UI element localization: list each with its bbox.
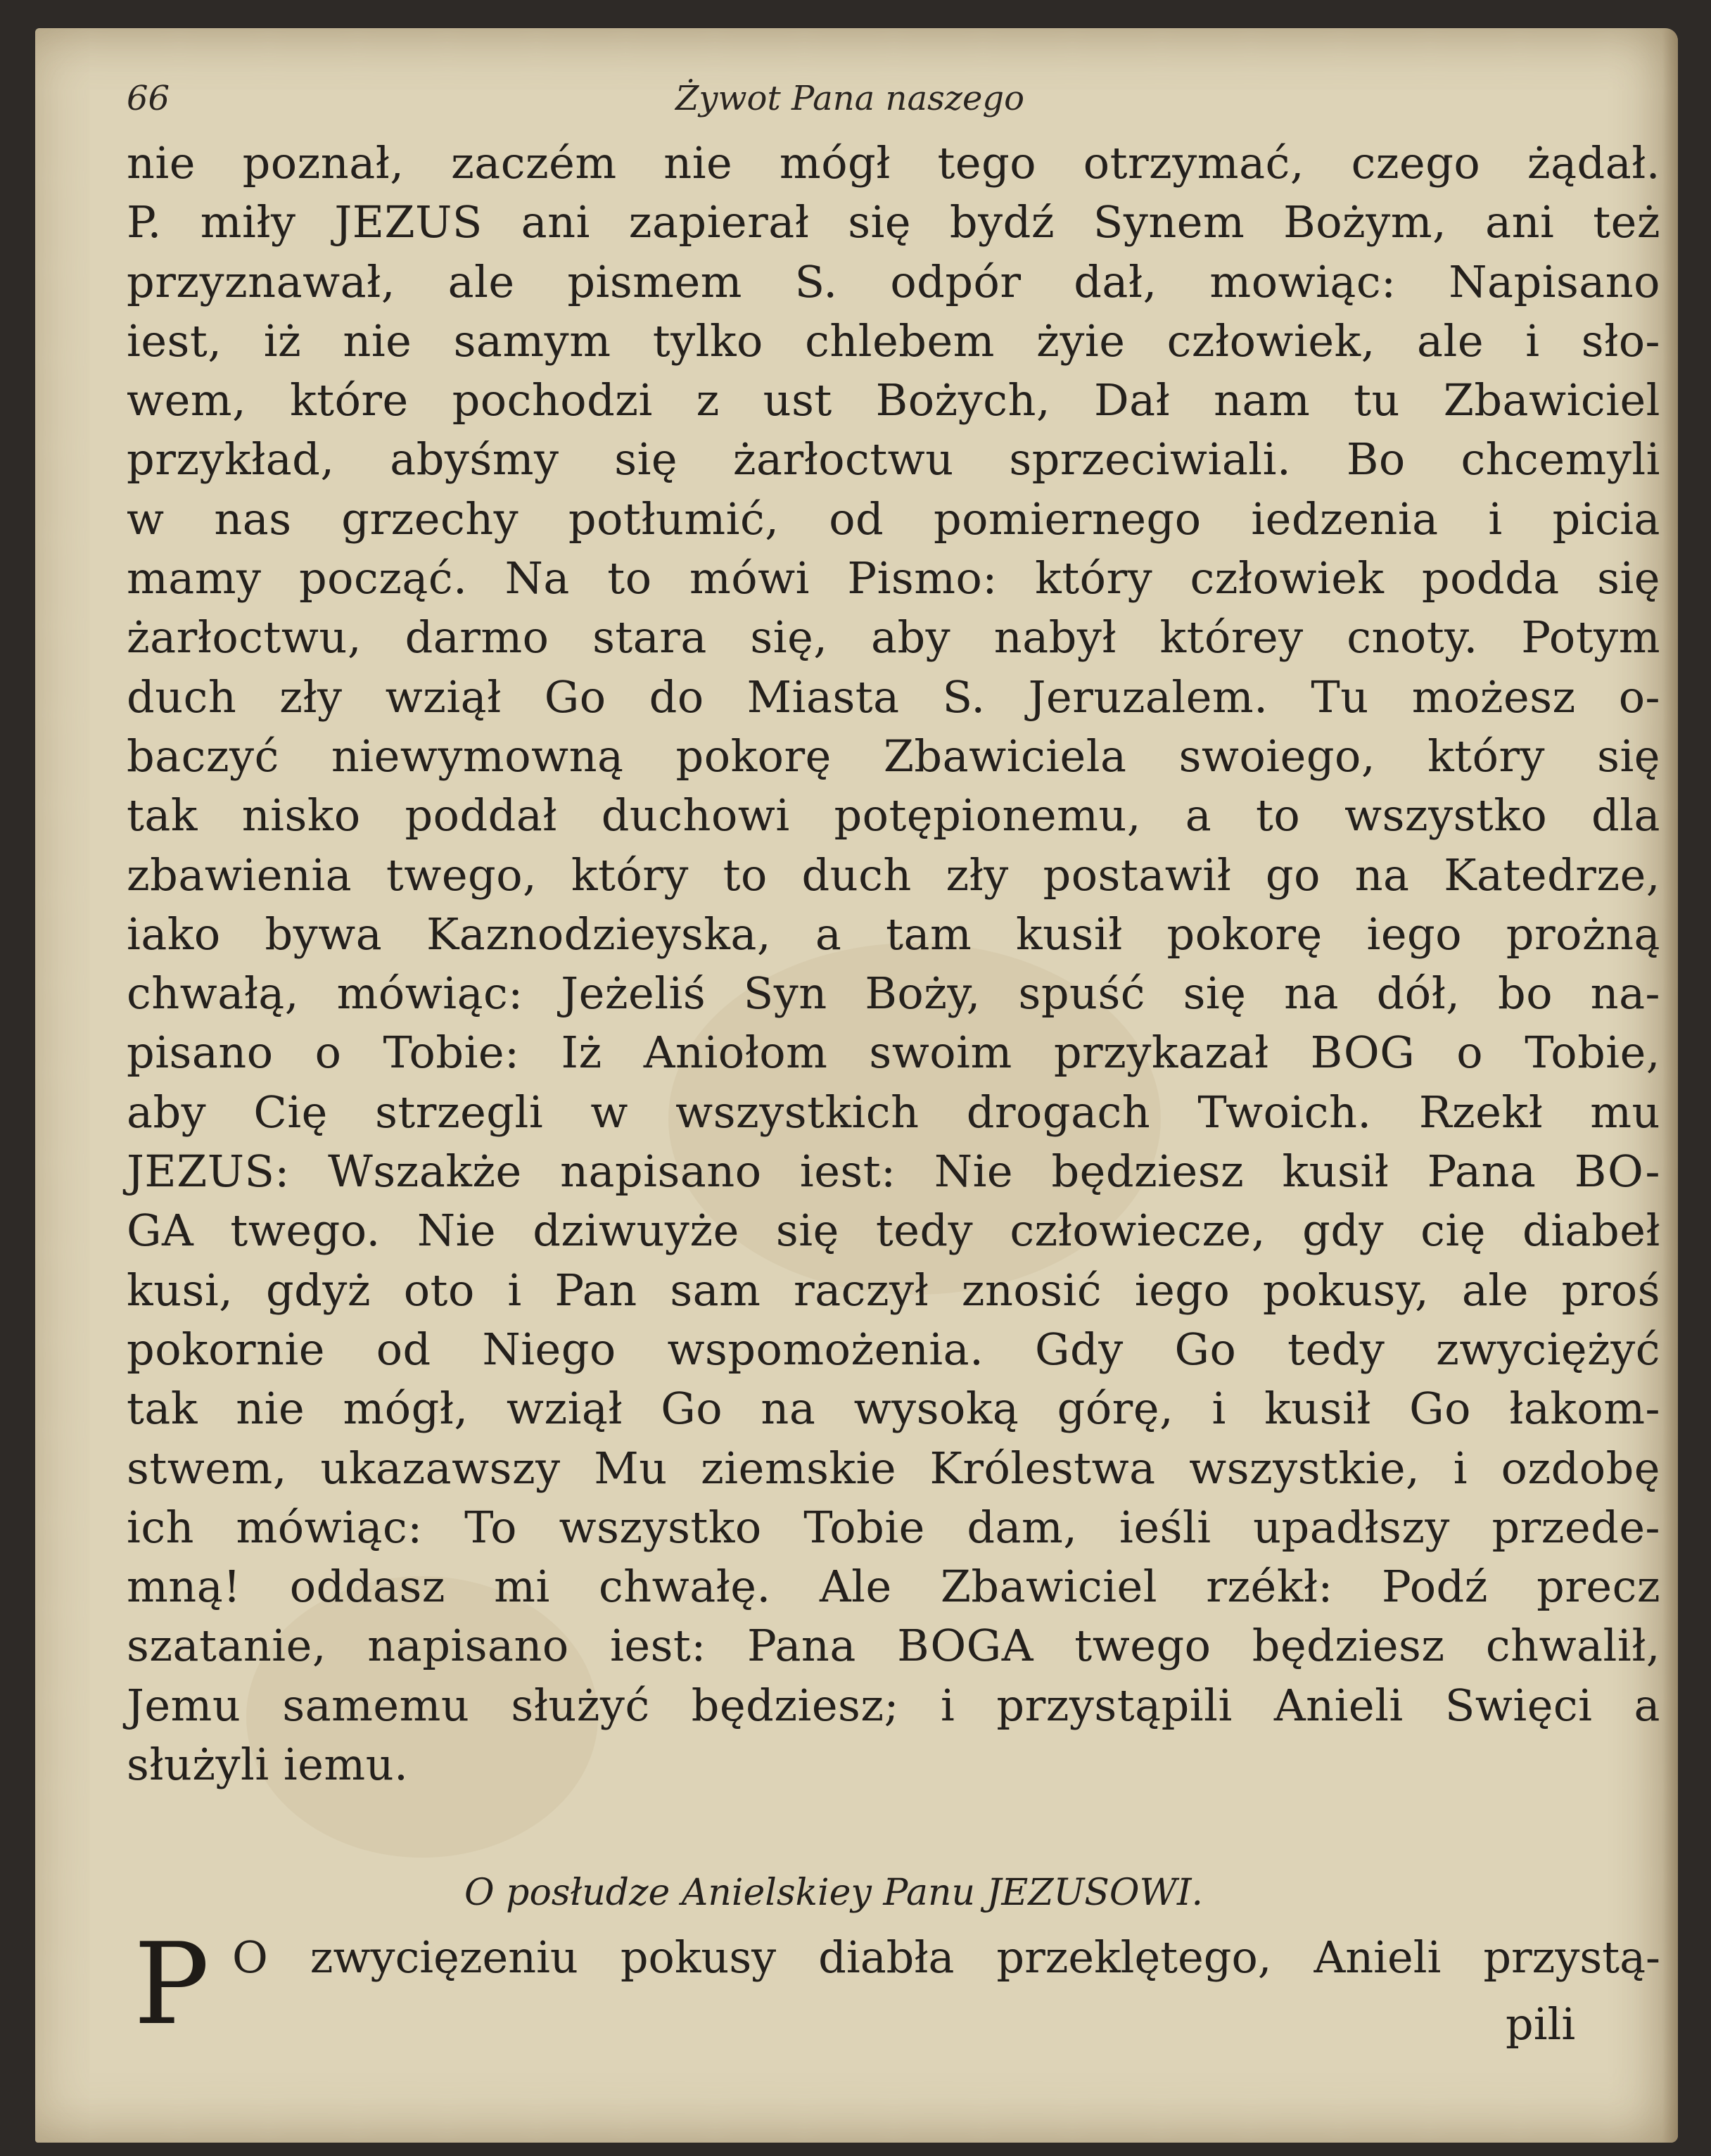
text-line: iako bywa Kaznodzieyska, a tam kusił pokorę iego prożną (127, 908, 1660, 960)
page-number: 66 (127, 79, 170, 118)
body-text (127, 134, 1660, 1794)
text-line: chwałą, mówiąc: Jeżeliś Syn Boży, spuść się na dół, bo na- (127, 968, 1660, 1020)
page-edge-shadow (1662, 28, 1678, 2143)
text-line: mną! oddasz mi chwałę. Ale Zbawiciel rzékł: Podź precz (127, 1561, 1660, 1613)
text-line: JEZUS: Wszakże napisano iest: Nie będziesz kusił Pana BO- (127, 1146, 1660, 1198)
text-line: ich mówiąc: To wszystko Tobie dam, ieśli upadłszy przede- (127, 1501, 1660, 1553)
text-line: w nas grzechy potłumić, od pomiernego iedzenia i picia (127, 493, 1660, 545)
text-line: żarłoctwu, darmo stara się, aby nabył którey cnoty. Potym (127, 611, 1660, 664)
text-line: pisano o Tobie: Iż Aniołom swoim przykazał BOG o Tobie, (127, 1027, 1660, 1079)
text-line: stwem, ukazawszy Mu ziemskie Królestwa wszystkie, i ozdobę (127, 1442, 1660, 1494)
text-line: P. miły JEZUS ani zapierał się bydź Synem Bożym, ani też (127, 196, 1660, 248)
catchword: pili (1506, 1998, 1576, 2050)
text-line: kusi, gdyż oto i Pan sam raczył znosić iego pokusy, ale proś (127, 1264, 1660, 1316)
text-line: wem, które pochodzi z ust Bożych, Dał nam tu Zbawiciel (127, 374, 1660, 426)
text-line: przykład, abyśmy się żarłoctwu sprzeciwiali. Bo chcemyli (127, 433, 1660, 486)
text-line: duch zły wziął Go do Miasta S. Jeruzalem. Tu możesz o- (127, 671, 1660, 723)
text-line: tak nie mógł, wziął Go na wysoką górę, i kusił Go łakom- (127, 1383, 1660, 1435)
page-header (127, 79, 1393, 128)
text-line: służyli iemu. (127, 1739, 409, 1791)
text-line: zbawienia twego, który to duch zły postawił go na Katedrze, (127, 849, 1660, 901)
section-first-line: O zwycięzeniu pokusy diabła przeklętego, Anieli przystą- (232, 1932, 1660, 1983)
text-line: GA twego. Nie dziwuyże się tedy człowiecze, gdy cię diabeł (127, 1205, 1660, 1257)
drop-cap: P (134, 1918, 210, 2050)
text-line: przyznawał, ale pismem S. odpór dał, mowiąc: Napisano (127, 255, 1660, 307)
text-line: nie poznał, zaczém nie mógł tego otrzymać, czego żądał. (127, 137, 1660, 189)
text-line: pokornie od Niego wspomożenia. Gdy Go tedy zwyciężyć (127, 1323, 1660, 1375)
text-line: szatanie, napisano iest: Pana BOGA twego będziesz chwalił, (127, 1620, 1660, 1672)
text-line: baczyć niewymowną pokorę Zbawiciela swoiego, który się (127, 730, 1660, 782)
text-line: tak nisko poddał duchowi potępionemu, a to wszystko dla (127, 790, 1660, 842)
section-title: O posłudze Anielskiey Panu JEZUSOWI. (464, 1872, 1204, 1914)
text-line: iest, iż nie samym tylko chlebem żyie człowiek, ale i sło- (127, 315, 1660, 367)
text-line: Jemu samemu służyć będziesz; i przystąpili Anieli Swięci a (127, 1679, 1660, 1731)
text-line: aby Cię strzegli w wszystkich drogach Twoich. Rzekł mu (127, 1086, 1660, 1138)
text-line: mamy począć. Na to mówi Pismo: który człowiek podda się (127, 552, 1660, 604)
running-head: Żywot Pana naszego (675, 79, 1025, 118)
